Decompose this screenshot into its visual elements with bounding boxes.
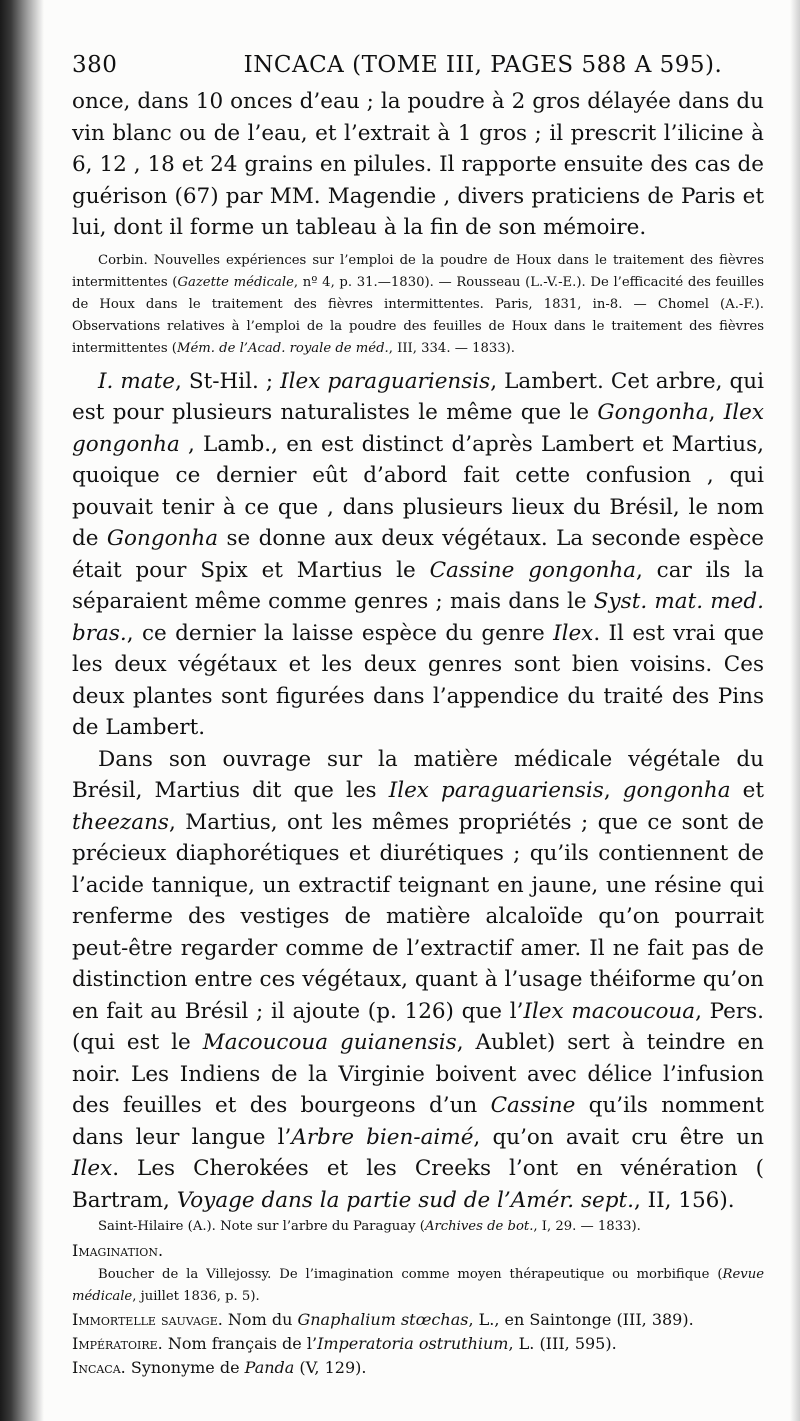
reference-saint-hilaire: Saint-Hilaire (A.). Note sur l’arbre du Paraguay (Archives de bot., I, 29. — 1833).	[98, 1219, 641, 1234]
entry-incaca: Incaca. Synonyme de Panda (V, 129).	[72, 1358, 367, 1377]
entry-immortelle-sauvage: Immortelle sauvage. Nom du Gnaphalium stœchas, L., en Saintonge (III, 389).	[72, 1310, 694, 1329]
running-title: INCACA (TOME III, PAGES 588 A 595).	[243, 52, 723, 78]
paragraph-ilex-mate: I. mate, St-Hil. ; Ilex paraguariensis, Lambert. Cet arbre, qui est pour plusieurs naturalistes le même que le Gongonha, Ilex gongonha , Lamb., en est distinct d’après Lambert et Martius, quoique ce dernier eût d’abord fait cette confusion , qui pouvait tenir à ce que , dans plusieurs lieux du Brésil, le nom de Gongonha se donne aux deux végétaux. La seconde espèce était pour Spix et Martius le Cassine gongonha, car ils la séparaient même comme genres ; mais dans le Syst. mat. med. bras., ce dernier la laisse espèce du genre Ilex. Il est vrai que les deux végétaux et les deux genres sont bien voisins. Ces deux plantes sont figurées dans l’appendice du traité des Pins de Lambert.	[72, 368, 765, 740]
entry-imagination-heading: Imagination.	[72, 1241, 164, 1260]
paragraph-martius: Dans son ouvrage sur la matière médicale végétale du Brésil, Martius dit que les Ilex paraguariensis, gongonha et theezans, Martius, ont les mêmes propriétés ; que ce sont de précieux diaphorétiques et diurétiques ; qu’ils contiennent de l’acide tannique, un extractif teignant en jaune, une résine qui renferme des vestiges de matière alcaloïde qu’on pourrait peut-être regarder comme de l’extractif amer. Il ne fait pas de distinction entre ces végétaux, quant à l’usage théiforme qu’on en fait au Brésil ; il ajoute (p. 126) que l’Ilex macoucoua, Pers. (qui est le Macoucoua guianensis, Aublet) sert à teindre en noir. Les Indiens de la Virginie boivent avec délice l’infusion des feuilles et des bourgeons d’un Cassine qu’ils nomment dans leur langue l’Arbre bien-aimé, qu’on avait cru être un Ilex. Les Cherokées et les Creeks l’ont en vénération ( Bartram, Voyage dans la partie sud de l’Amér. sept., II, 156).	[72, 746, 765, 1213]
reference-corbin: Corbin. Nouvelles expériences sur l’emploi de la poudre de Houx dans le traitement des fièvres intermittentes (Gazette médicale, nº 4, p. 31.—1830). — Rousseau (L.-V.-E.). De l’efficacité des feuilles de Houx dans le traitement des fièvres intermittentes. Paris, 1831, in-8. — Chomel (A.-F.). Observations relatives à l’emploi de la poudre des feuilles de Houx dans le traitement des fièvres intermittentes (Mém. de l’Acad. royale de méd., III, 334. — 1833).	[72, 252, 764, 356]
paragraph-1: once, dans 10 onces d’eau ; la poudre à 2 gros délayée dans du vin blanc ou de l’eau, et l’extrait à 1 gros ; il prescrit l’ilicine à 6, 12 , 18 et 24 grains en pilules. Il rapporte ensuite des cas de guérison (67) par MM. Magendie , divers praticiens de Paris et lui, dont il forme un tableau à la fin de son mémoire.	[72, 89, 764, 240]
page-number: 380	[72, 52, 118, 78]
entry-imperatoire: Impératoire. Nom français de l’Imperatoria ostruthium, L. (III, 595).	[72, 1334, 617, 1353]
page-header	[72, 52, 764, 78]
reference-boucher: Boucher de la Villejossy. De l’imagination comme moyen thérapeutique ou morbifique (Revue médicale, juillet 1836, p. 5).	[72, 1267, 764, 1304]
